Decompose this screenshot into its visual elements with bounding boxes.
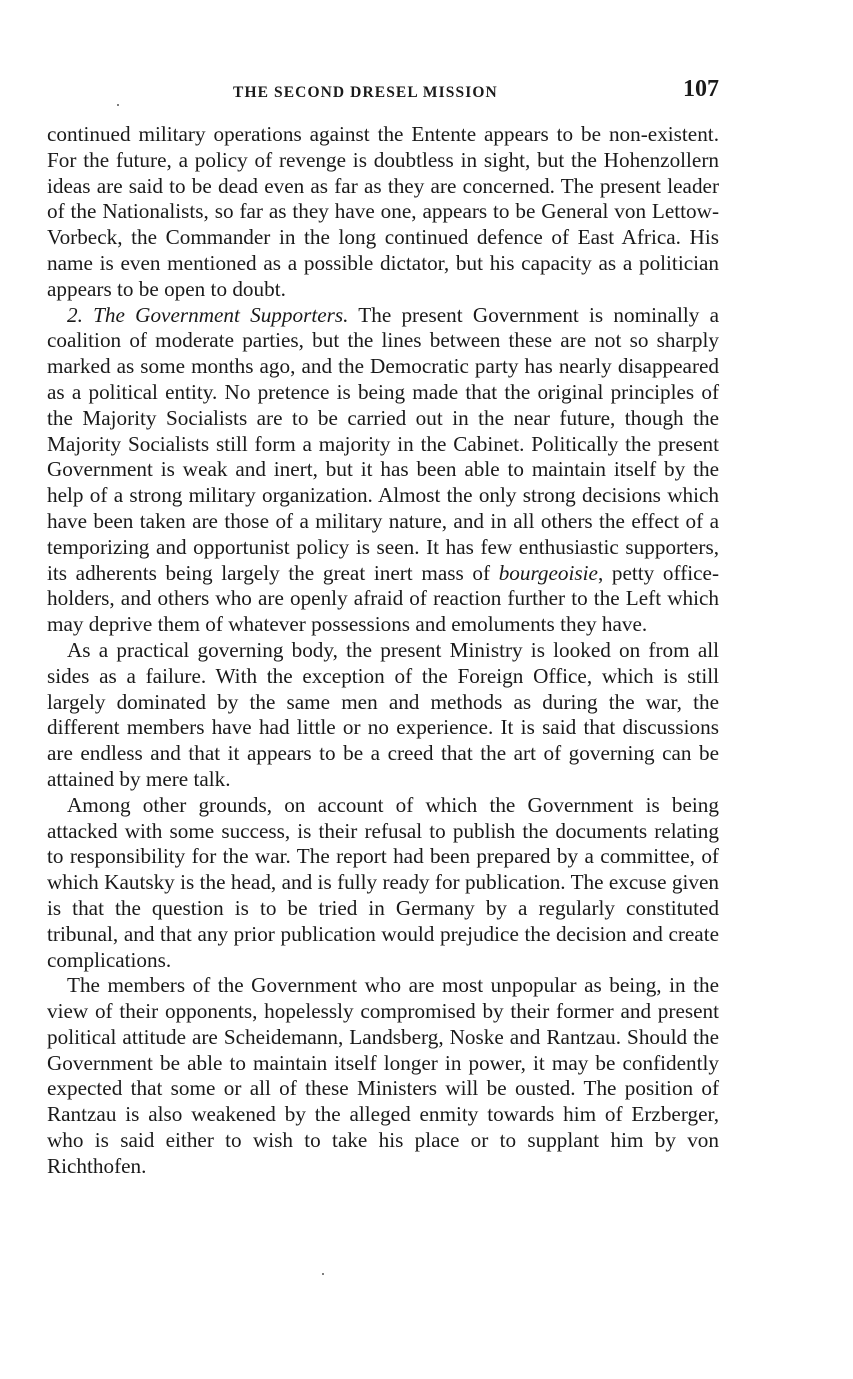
paragraph-nationalists-continued: continued military operations against the Entente appears to be non-existent. For the future, a policy of revenge is doubtless in sight, but the Hohenzollern ideas are said to be dead even as far as they are concerned. The present leader of the Nationalists, so far as they have one, appears to be General von Lettow-Vorbeck, the Commander in the long continued defence of East Africa. His name is even mentioned as a possible dictator, but his capacity as a politician appears to be open to doubt. bbox=[47, 122, 719, 301]
running-title: THE SECOND DRESEL MISSION bbox=[233, 84, 498, 101]
section-heading: 2. The Government Supporters. bbox=[67, 302, 349, 327]
paragraph-ministry-failure: As a practical governing body, the present Ministry is looked on from all sides as a failure. With the exception of the Foreign Office, which is still largely dominated by the same men and methods as during the war, the different members have had little or no experience. It is said that discussions are endless and that it appears to be a creed that the art of governing can be attained by mere talk. bbox=[47, 637, 719, 791]
paragraph-text: The present Government is nominally a coalition of moderate parties, but the lines between these are not so sharply marked as some months ago, and the Democratic party has nearly disappeared as a political entity. No pretence is being made that the original principles of the Majority Socialists are to be carried out in the near future, though the Majority Socialists still form a majority in the Cabinet. Politically the present Government is weak and inert, but it has been able to maintain itself by the help of a strong military organization. Almost the only strong decisions which have been taken are those of a military nature, and in all others the effect of a temporizing and opportunist policy is seen. It has few enthusiastic supporters, its adherents being largely the great inert mass of bbox=[47, 302, 719, 585]
paragraph-government-supporters bbox=[47, 303, 719, 638]
body-text bbox=[47, 122, 719, 1180]
paragraph-text: , petty office-holders, and others who are openly afraid of reaction further to the Left which may deprive them of whatever possessions and emoluments they have. bbox=[47, 560, 719, 637]
paragraph-unpopular-members: The members of the Government who are most unpopular as being, in the view of their opponents, hopelessly compromised by their former and present political attitude are Scheidemann, Landsberg, Noske and Rantzau. Should the Government be able to maintain itself longer in power, it may be confidently expected that some or all of these Ministers will be ousted. The position of Rantzau is also weakened by the alleged enmity towards him of Erzberger, who is said either to wish to take his place or to supplant him by von Richthofen. bbox=[47, 973, 719, 1178]
paragraph-war-documents: Among other grounds, on account of which the Government is being attacked with some success, is their refusal to publish the documents relating to responsibility for the war. The report had been prepared by a committee, of which Kautsky is the head, and is fully ready for publication. The excuse given is that the question is to be tried in Germany by a regularly constituted tribunal, and that any prior publication would prejudice the decision and create complications. bbox=[47, 792, 719, 972]
scan-speck bbox=[117, 104, 119, 106]
scan-speck bbox=[322, 1273, 324, 1275]
page-number: 107 bbox=[683, 76, 719, 102]
page-header bbox=[47, 76, 719, 110]
italic-term: bourgeoisie bbox=[498, 560, 598, 585]
